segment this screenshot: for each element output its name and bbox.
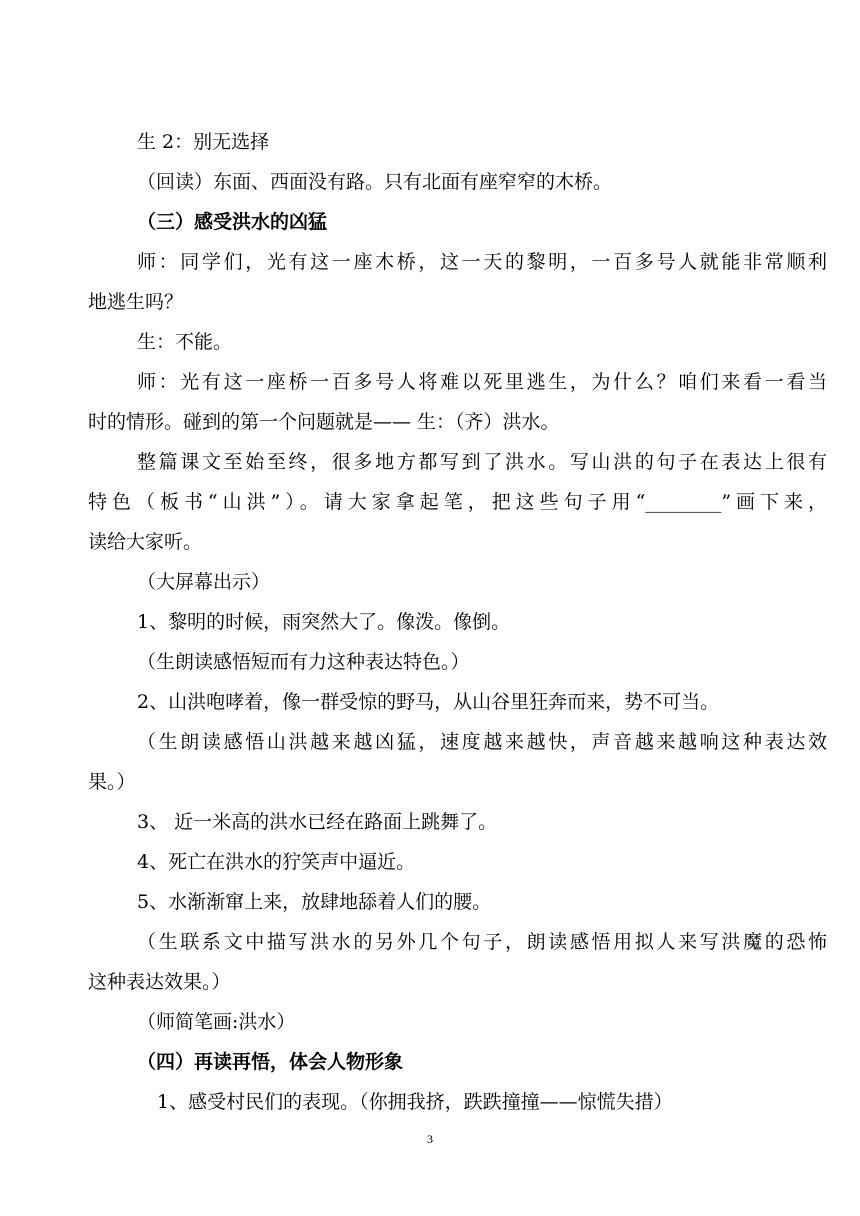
section-heading: （三）感受洪水的凶猛 — [137, 211, 328, 233]
text-line: 这种表达效果。） — [88, 971, 231, 993]
list-item: 4、死亡在洪水的狞笑声中逼近。 — [137, 851, 416, 873]
text-line: 读给大家听。 — [88, 531, 203, 553]
text-line: 生 2：别无选择 — [137, 131, 270, 153]
list-item: 3、 近一米高的洪水已经在路面上跳舞了。 — [137, 811, 498, 833]
text-line: 地逃生吗？ — [88, 291, 184, 313]
text-line: 生：不能。 — [137, 331, 233, 353]
text-line: 时的情形。碰到的第一个问题就是—— 生：（齐）洪水。 — [88, 411, 560, 433]
text-line: 特色（板书“山洪”）。请大家拿起笔，把这些句子用“________”画下来， — [88, 491, 827, 513]
list-item: 5、水渐渐窜上来，放肆地舔着人们的腰。 — [137, 891, 492, 913]
text-line: （生朗读感悟山洪越来越凶猛，速度越来越快，声音越来越响这种表达效 — [137, 731, 827, 753]
section-heading: （四）再读再悟，体会人物形象 — [137, 1051, 404, 1073]
text-line: （师简笔画:洪水） — [137, 1011, 296, 1033]
list-item: 1、感受村民们的表现。（你拥我挤，跌跌撞撞——惊慌失措） — [157, 1091, 673, 1113]
text-line: （生联系文中描写洪水的另外几个句子，朗读感悟用拟人来写洪魔的恐怖 — [137, 931, 827, 953]
page-number: 3 — [427, 1132, 433, 1146]
text-line: 师：光有这一座桥一百多号人将难以死里逃生，为什么？咱们来看一看当 — [137, 371, 827, 393]
list-item: 1、黎明的时候，雨突然大了。像泼。像倒。 — [137, 611, 511, 633]
text-line: （大屏幕出示） — [137, 571, 271, 593]
list-item: 2、山洪咆哮着，像一群受惊的野马，从山谷里狂奔而来，势不可当。 — [137, 691, 720, 713]
text-line: （回读）东面、西面没有路。只有北面有座窄窄的木桥。 — [137, 171, 613, 193]
text-line: 果。） — [88, 771, 136, 793]
text-line: （生朗读感悟短而有力这种表达特色。） — [137, 651, 470, 673]
text-line: 整篇课文至始至终，很多地方都写到了洪水。写山洪的句子在表达上很有 — [137, 451, 827, 473]
text-line: 师：同学们，光有这一座木桥，这一天的黎明，一百多号人就能非常顺利 — [137, 251, 827, 273]
